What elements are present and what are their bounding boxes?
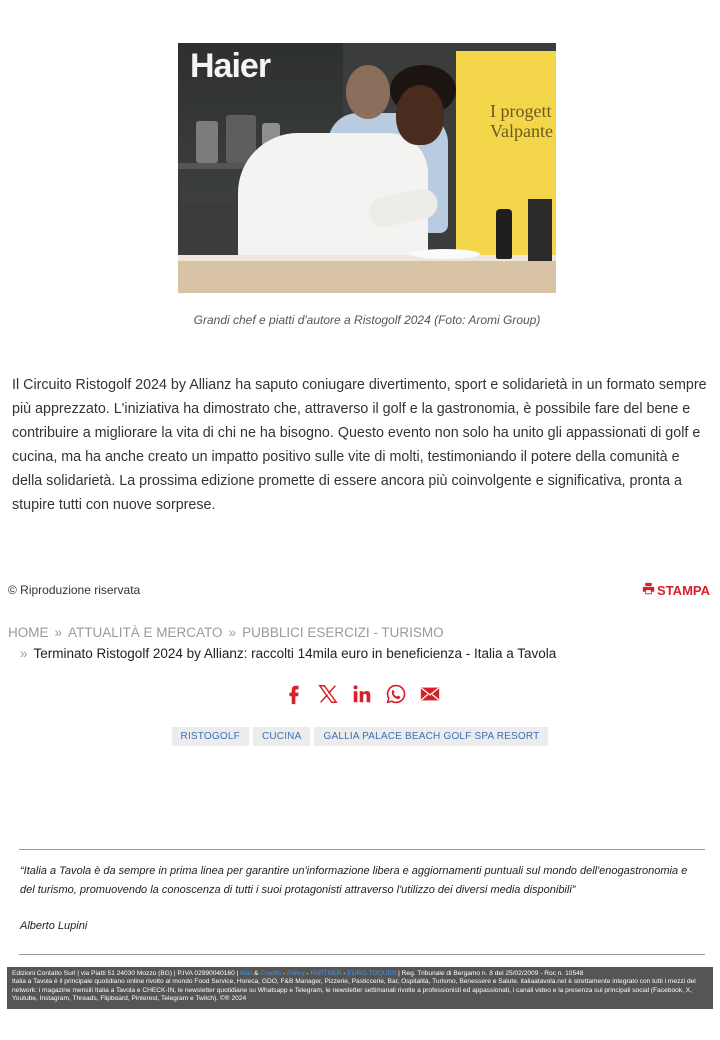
share-bar xyxy=(0,683,720,705)
photo-brand-sign: Haier xyxy=(190,47,271,85)
print-label: STAMPA xyxy=(657,582,710,598)
photo-caption: Grandi chef e piatti d'autore a Ristogolf 2024 (Foto: Aromi Group) xyxy=(193,313,541,327)
photo-panel-text-line: I progett xyxy=(490,101,552,121)
breadcrumb-pubblici-esercizi[interactable]: PUBBLICI ESERCIZI - TURISMO xyxy=(242,625,444,640)
footer-link-mail[interactable]: Mail xyxy=(240,970,253,977)
footer-link-policy[interactable]: Policy xyxy=(287,970,305,977)
print-button[interactable] xyxy=(642,582,710,598)
footer-description: Italia a Tavola è il principale quotidiano online rivolto al mondo Food Service, Horeca, GDO, F&B Manager, Pizzerie, Pasticcerie, Bar, Ospitalità, Turismo, Benessere e Salute. italiaatavola.net è strettamente integrato con tutti i mezzi del network: i magazine mensili Italia a Tavola e CHECK-IN, le newsletter quotidiane su Whatsapp e Telegram, le newsletter settimanali rivolte a professionisti ed appassionati, i canali video e la presenza sui principali social (Facebook, X, Youtube, Instagram, Threads, Flipboard, Pinterest, Telegram e Twitch). ©® 2024 xyxy=(12,978,696,1002)
breadcrumb-separator: » xyxy=(20,646,28,661)
photo-bottle xyxy=(496,209,512,259)
linkedin-icon[interactable] xyxy=(351,683,373,705)
whatsapp-icon[interactable] xyxy=(385,683,407,705)
tag-list xyxy=(0,727,720,746)
breadcrumb-current: Terminato Ristogolf 2024 by Allianz: raccolti 14mila euro in beneficienza - Italia a Tavola xyxy=(33,646,557,661)
breadcrumb-home[interactable]: HOME xyxy=(8,625,49,640)
photo-counter xyxy=(178,257,556,293)
footer-registration: | Reg. Tribunale di Bergamo n. 8 del 25/02/2009 - Roc n. 10548 xyxy=(396,970,584,977)
quote-author: Alberto Lupini xyxy=(20,920,88,932)
article-paragraph: Il Circuito Ristogolf 2024 by Allianz ha saputo coniugare divertimento, sport e solidarietà in un formato sempre più apprezzato. L'iniziativa ha dimostrato che, attraverso il golf e la gastronomia, è possibile fare del bene e contribuire a migliorare la vita di chi ne ha bisogno. Questo evento non solo ha unito gli appassionati di golf e cucina, ma ha anche creato un impatto positivo sulle vite di molti, testimoniando il potere della comunità e della solidarietà. La prossima edizione promette di essere ancora più coinvolgente e significativa, pronta a stupire tutti con nuove sorprese. xyxy=(12,377,707,513)
article-photo xyxy=(178,43,556,293)
x-icon[interactable] xyxy=(317,683,339,705)
photo-panel-text-line: Valpante xyxy=(490,121,553,141)
photo-plate xyxy=(410,249,480,259)
tag-cucina[interactable]: CUCINA xyxy=(253,727,311,746)
photo-box xyxy=(528,199,552,261)
email-icon[interactable] xyxy=(419,683,441,705)
photo-appliance xyxy=(196,121,218,163)
quote-text: “Italia a Tavola è da sempre in prima linea per garantire un'informazione libera e aggiornamenti puntuali sul mondo dell'enogastronomia e del turismo, promuovendo la conoscenza di tutti i suoi protagonisti attraverso l'utilizzo dei diversi media disponibili” xyxy=(20,865,688,896)
facebook-icon[interactable] xyxy=(283,683,305,705)
tag-gallia-palace[interactable]: GALLIA PALACE BEACH GOLF SPA RESORT xyxy=(314,727,548,746)
footer-link-credits[interactable]: Credits xyxy=(260,970,282,977)
photo-chef-head xyxy=(396,85,444,145)
printer-icon xyxy=(642,582,655,598)
photo-man-head xyxy=(346,65,390,119)
breadcrumb-separator: » xyxy=(54,625,63,640)
footer-link-euro-toques[interactable]: EURO-TOQUES xyxy=(347,970,397,977)
footer-separator: - xyxy=(281,970,288,977)
footer-separator: - xyxy=(341,970,348,977)
site-footer xyxy=(7,967,713,1009)
breadcrumb xyxy=(8,623,712,664)
photo-panel-text xyxy=(490,101,553,141)
footer-company-info: Edizioni Contatto Surl | via Piatti 51 24030 Mozzo (BG) | P.IVA 02990040160 | xyxy=(12,970,241,977)
footer-separator: & xyxy=(252,970,261,977)
copyright-notice: © Riproduzione riservata xyxy=(8,583,141,597)
breadcrumb-current-row xyxy=(8,644,712,664)
breadcrumb-attualita[interactable]: ATTUALITÀ E MERCATO xyxy=(68,625,223,640)
editor-quote xyxy=(19,849,705,955)
breadcrumb-separator: » xyxy=(228,625,237,640)
tag-ristogolf[interactable]: RISTOGOLF xyxy=(172,727,249,746)
footer-line-1 xyxy=(12,970,708,978)
footer-separator: - xyxy=(304,970,311,977)
footer-link-partner[interactable]: PARTNER xyxy=(310,970,342,977)
